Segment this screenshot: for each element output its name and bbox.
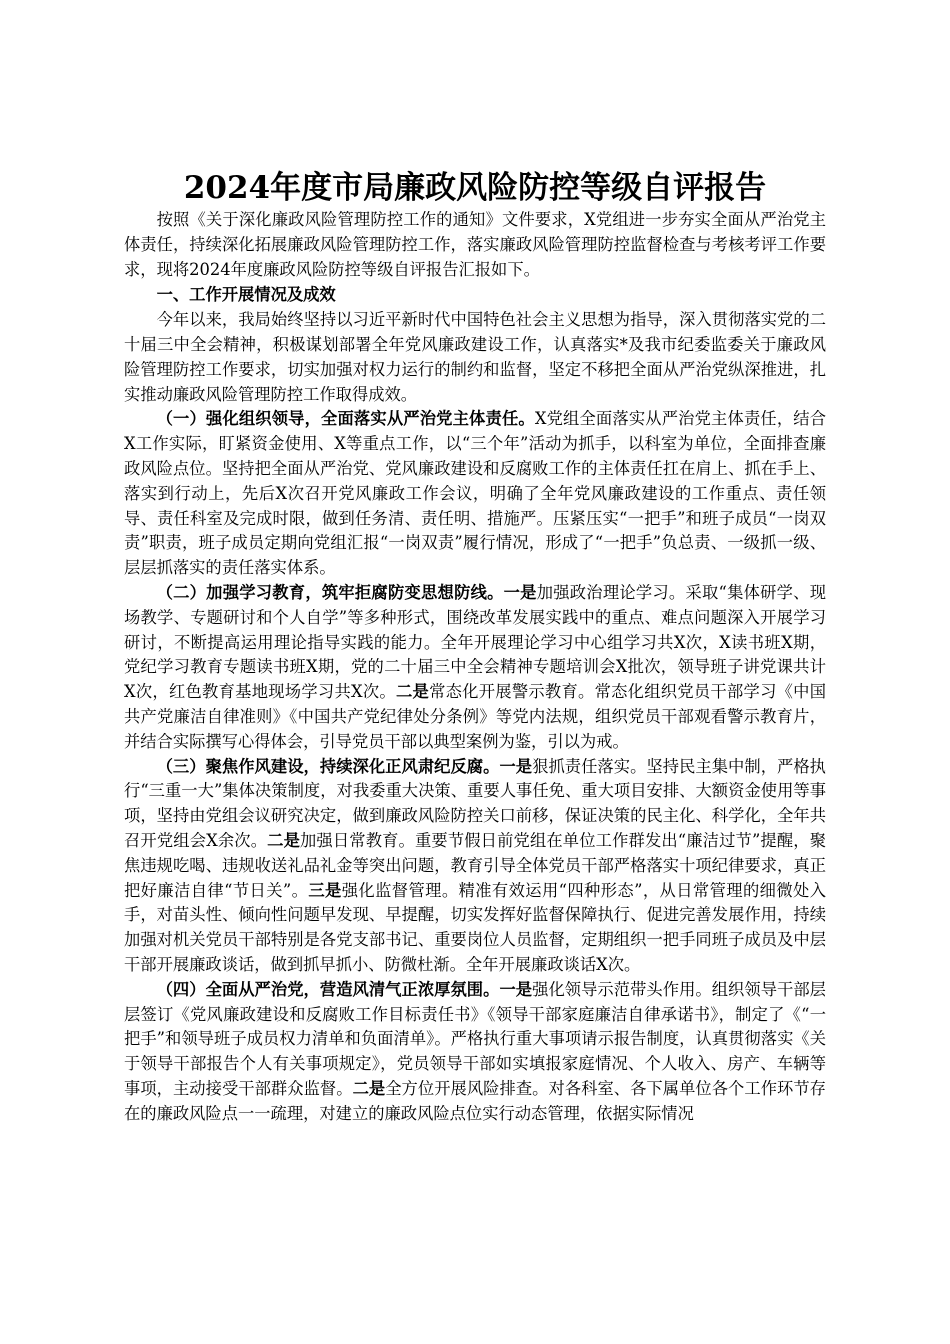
section-heading: 一、工作开展情况及成效: [156, 285, 336, 305]
subsection-3-text-2: 加强日常教育。重要节假日前党组在单位工作群发出“廉洁过节”提醒，聚焦违规吃喝、违规收送礼品礼金等突出问题，教育引导全体党员干部严格落实十项纪律要求，真正把好廉洁自律“节日关”。: [124, 830, 826, 900]
subsection-2-label-1: 一是: [503, 582, 537, 602]
subsection-2-text-2: 常态化开展警示教育。常态化组织党员干部学习《中国共产党廉洁自律准则》《中国共产党纪律处分条例》等党内法规，组织党员干部观看警示教育片，并结合实际撰写心得体会，引导党员干部以典型案例为鉴，引以为戒。: [124, 682, 826, 751]
subsection-3-label-3: 三是: [308, 880, 342, 900]
subsection-2-label-2: 二是: [395, 682, 430, 702]
subsection-4-text-1: 强化领导示范带头作用。组织领导干部层层签订《党风廉政建设和反腐败工作目标责任书》《领导干部家庭廉洁自律承诺书》，制定了《“一把手”和领导班子成员权力清单和负面清单》。严格执行重大事项请示报告制度，认真贯彻落实《关于领导干部报告个人有关事项规定》，党员领导干部如实填报家庭情况、个人收入、房产、车辆等事项，主动接受干部群众监督。: [124, 979, 826, 1098]
subsection-3-text-1: 狠抓责任落实。坚持民主集中制，严格执行“三重一大”集体决策制度，对我委重大决策、重要人事任免、重大项目安排、大额资金使用等事项，坚持由党组会议研究决定，做到廉政风险防控关口前移，保证决策的民主化、科学化，全年共召开党组会X余次。: [124, 756, 826, 850]
intro-paragraph: 按照《关于深化廉政风险管理防控工作的通知》文件要求，X党组进一步夯实全面从严治党主体责任，持续深化拓展廉政风险管理防控工作，落实廉政风险管理防控监督检查与考核考评工作要求，现将2024年度廉政风险防控等级自评报告汇报如下。: [124, 210, 826, 279]
document-title: 2024年度市局廉政风险防控等级自评报告: [183, 170, 767, 206]
subsection-2-heading: （二）加强学习教育，筑牢拒腐防变思想防线。: [156, 582, 504, 602]
subsection-1-paragraph: [124, 407, 826, 581]
subsection-4-text-2: 全方位开展风险排查。对各科室、各下属单位各个工作环节存在的廉政风险点一一疏理，对建立的廉政风险点位实行动态管理，依据实际情况: [124, 1078, 826, 1123]
subsection-4-label-2: 二是: [352, 1078, 386, 1098]
subsection-3-paragraph: [124, 755, 826, 978]
section-lead-paragraph: 今年以来，我局始终坚持以习近平新时代中国特色社会主义思想为指导，深入贯彻落实党的二十届三中全会精神，积极谋划部署全年党风廉政建设工作，认真落实*及我市纪委监委关于廉政风险管理防控工作要求，切实加强对权力运行的制约和监督，坚定不移把全面从严治党纵深推进，扎实推动廉政风险管理防控工作取得成效。: [124, 310, 826, 404]
subsection-3-heading: （三）聚焦作风建设，持续深化正风肃纪反腐。: [156, 756, 500, 776]
subsection-1-heading: （一）强化组织领导，全面落实从严治党主体责任。: [156, 409, 535, 429]
subsection-4-paragraph: [124, 978, 826, 1127]
subsection-4-label-1: 一是: [499, 979, 533, 999]
subsection-3-text-3: 强化监督管理。精准有效运用“四种形态”，从日常管理的细微处入手，对苗头性、倾向性问题早发现、早提醒，切实发挥好监督保障执行、促进完善发展作用，持续加强对机关党员干部特别是各党支部书记、重要岗位人员监督，定期组织一把手同班子成员及中层干部开展廉政谈话，做到抓早抓小、防微杜渐。全年开展廉政谈话X次。: [124, 880, 826, 974]
subsection-3-label-1: 一是: [499, 756, 533, 776]
subsection-2-paragraph: [124, 581, 826, 755]
subsection-3-label-2: 二是: [267, 830, 300, 850]
document-body: [124, 208, 826, 1126]
subsection-4-heading: （四）全面从严治党，营造风清气正浓厚氛围。: [156, 979, 500, 999]
subsection-1-text: X党组全面落实从严治党主体责任，结合X工作实际，盯紧资金使用、X等重点工作，以“三个年”活动为抓手，以科室为单位，全面排查廉政风险点位。坚持把全面从严治党、党风廉政建设和反腐败工作的主体责任扛在肩上、抓在手上、落实到行动上，先后X次召开党风廉政工作会议，明确了全年党风廉政建设的工作重点、责任领导、责任科室及完成时限，做到任务清、责任明、措施严。压紧压实“一把手”和班子成员“一岗双责”职责，班子成员定期向党组汇报“一岗双责”履行情况，形成了“一把手”负总责、一级抓一级、层层抓落实的责任落实体系。: [124, 409, 827, 578]
subsection-2-text-1: 加强政治理论学习。采取“集体研学、现场教学、专题研讨和个人自学”等多种形式，围绕改革发展实践中的重点、难点问题深入开展学习研讨，不断提高运用理论指导实践的能力。全年开展理论学习中心组学习共X次，X读书班X期，党纪学习教育专题读书班X期，党的二十届三中全会精神专题培训会X批次，领导班子讲党课共计X次，红色教育基地现场学习共X次。: [124, 582, 826, 702]
